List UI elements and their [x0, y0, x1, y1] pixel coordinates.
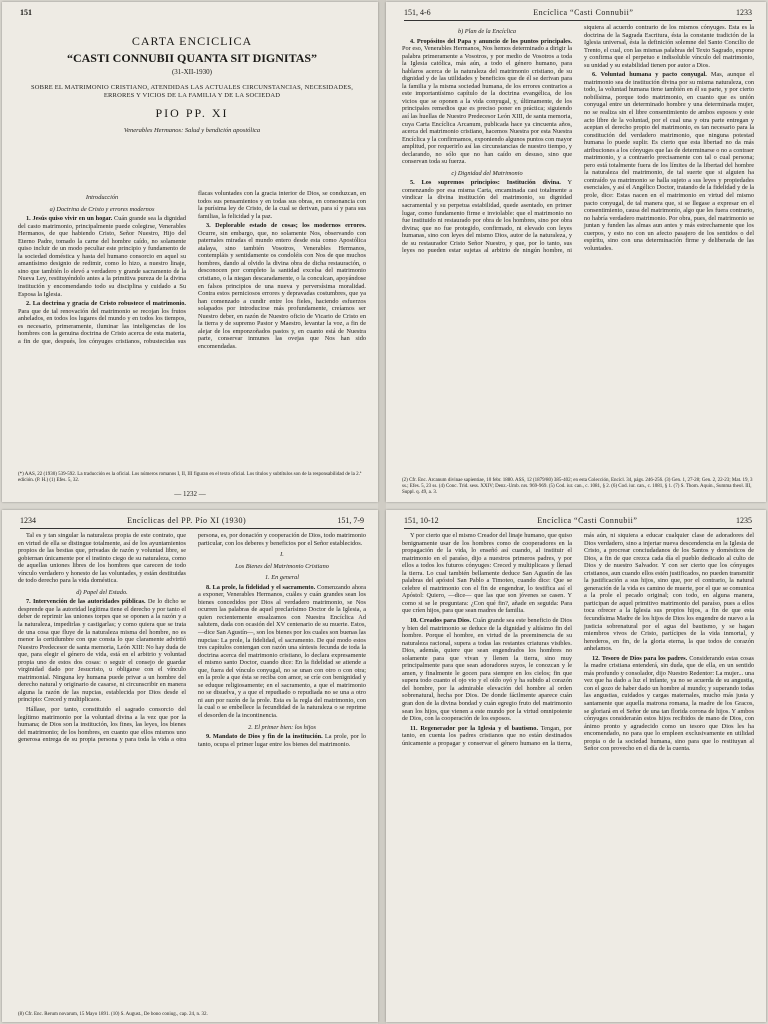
- paragraph: 10. Creados para Dios. Cuán grande sea este beneficio de Dios y bien del matrimonio se deduce de la dignidad y altísimo fin del hombre. Porque el hombre, en virtud de la preeminencia de su naturaleza racional, supera a todas las restantes criaturas visibles. Dios, además, quiere que sean engendrados los hombres no solamente para que vivan y llenen la tierra, sino muy principalmente para que sean adoradores suyos, le conozcan y le amen, y finalmente le gocen para siempre en los cielos; fin que supera todo cuanto el ojo vio y el oído oyó y ha subido al corazón del hombre, por la admirable elevación del hombre al orden sobrenatural, hecha por Dios. De donde fácilmente aparece cuán gran don de la divina bondad y cuán egregio fruto del matrimonio sean los hijos, que vienen a este mundo por la virtud omnipotente de Dios, con la cooperación de los esposos.: [402, 617, 572, 723]
- doc-title: “CASTI CONNUBII QUANTA SIT DIGNITAS”: [66, 51, 318, 65]
- chapter-title: Los Bienes del Matrimonio Cristiano: [235, 562, 329, 570]
- body-text: [402, 24, 754, 462]
- header-page: 1234: [20, 516, 36, 525]
- header-page: 1235: [735, 516, 752, 525]
- body-text: [18, 190, 366, 464]
- paragraph-head: 5. Los supremos principios: Institución divina.: [410, 179, 561, 187]
- pope-name: PIO PP. XI: [155, 106, 229, 120]
- body-text: [402, 532, 754, 1008]
- header-left: 151: [20, 8, 32, 17]
- page-1232: [2, 2, 378, 502]
- paragraph-head: 7. Intervención de las autoridades públicas.: [26, 598, 146, 606]
- page-number: — 1232 —: [174, 490, 206, 498]
- paragraph: 5. Los supremos principios: Institución divina. Y comenzando por esa misma Carta, encaminada casi totalmente a vindicar la divina institución del matrimonio, su dignidad sacramental y su perpetua estabilidad, quede asentado, en primer lugar, como fundamento firme e inviolable: que el matrimonio no fue instituido ni restaurado por obra de los hombres, sino por obra divina; que no fue protegido, confirmado, ni elevado con leyes humanas, sino con leyes del mismo Dios, autor de la naturaleza, y de su restaurador Cristo Señor Nuestro, y que, por lo tanto, sus leyes no pueden estar sujetas al arbitrio de ningún hombre, ni siquiera al acuerdo contrario de los mismos cónyuges. Esta es la doctrina de la Sagrada Escritura, ésta la constante tradición de la Iglesia universal, ésta la definición solemne del Santo Concilio de Trento, el cual, con las mismas palabras del Texto Sagrado, expone y confirma que el perpetuo e indisoluble vínculo del matrimonio, su unidad y su estabilidad tienen por autor a Dios.: [402, 24, 754, 255]
- greeting: Venerables Hermanos: Salud y bendición apostólica: [123, 127, 261, 134]
- body-text: [18, 532, 366, 1002]
- paragraph: 1. Jesús quiso vivir en un hogar. Cuán grande sea la dignidad del casto matrimonio, principalmente puede colegirse, Venerables Hermanos, de que habiendo Cristo, Señor Nuestro, Hijo del Eterno Padre, tomado la carne del hombre caído, no solamente quiso incluir de un modo peculiar este principio y fundamento de la sociedad doméstica y hasta del humano consorcio en aquel su amantísimo designio de redimir, como lo hizo, a nuestro linaje, sino que también lo elevó a verdadero y grande sacramento de la Nueva Ley, restituyéndolo antes a la primitiva pureza de la divina institución y encomendando todo su disciplina y cuidado a Su Esposa la Iglesia.: [18, 215, 186, 298]
- running-header: [20, 516, 364, 529]
- paragraph: Tal es y tan singular la naturaleza propia de este contrato, que en virtud de ella se distingue totalmente, así de los ayuntamientos propios de las bestias que, privadas de razón y voluntad libre, se gobiernan únicamente por el instinto ciego de su naturaleza, como de aquellas uniones libres de los hombres que carecen de todo vínculo verdadero y honesto de las voluntades, y están destituidas de todo derecho para la vida doméstica.: [18, 532, 186, 585]
- paragraph: 9. Mandato de Dios y fin de la institución. La prole, por lo tanto, ocupa el primer lugar entre los bienes del matrimonio.: [198, 733, 366, 748]
- header-title: Encíclica “Casti Connubii”: [537, 516, 638, 525]
- subsection-heading: 1. En general: [264, 574, 300, 582]
- subsection-heading: c) Dignidad del Matrimonio: [451, 169, 523, 177]
- doc-subject: SOBRE EL MATRIMONIO CRISTIANO, ATENDIDAS LAS ACTUALES CIRCUNSTANCIAS, NECESIDADES, ERRORES Y VICIOS DE LA FAMILIA Y DE LA SOCIEDAD: [30, 84, 354, 99]
- paragraph: 4. Propósitos del Papa y anuncio de los puntos principales. Por eso, Venerables Hermanos, Nos hemos determinado a dirigir la palabra primeramente a Vosotros, y por medio de Vosotros a toda la Iglesia católica, más aún, a todo el género humano, para hablaros acerca de la naturaleza del matrimonio cristiano, de su dignidad y de las utilidades y beneficios que de él se derivan para la familia y la misma sociedad humana, de los errores contrarios a este importantísimo capítulo de la doctrina evangélica, de los vicios que se oponen a la vida conyugal, y, últimamente, de los principales remedios que es preciso poner en práctica; siguiendo así las huellas de Nuestro Predecesor León XIII, de santa memoria, cuya Carta Encíclica Arcanum, publicada hace ya cincuenta años, acerca del matrimonio cristiano, hacemos Nuestra por esta Nuestra Encíclica y la confirmamos, exponiendo algunos puntos con mayor amplitud, por requerirlo así las circunstancias de nuestro tiempo, y declarando, no sólo que no han caído en desuso, sino que conservan toda su fuerza.: [402, 37, 572, 166]
- paragraph: 6. Voluntad humana y pacto conyugal. Mas, aunque el matrimonio sea de institución divina por su misma naturaleza, con todo, la voluntad humana tiene también en él su parte, y por cierto nobilísima, porque todo matrimonio, en cuanto que es unión conyugal entre un determinado hombre y una determinada mujer, no se realiza sin el libre consentimiento de ambos esposos y este acto libre de la voluntad, por el cual una y otra parte entregan y aceptan el derecho propio del matrimonio, es tan necesario para la constitución del verdadero matrimonio, que ninguna potestad humana lo puede suplir. Es cierto que esta libertad no da más atribuciones a los cónyuges que las de determinarse o no a contraer matrimonio, y a contraerlo precisamente con tal o cual persona; pero está totalmente fuera de los límites de la libertad del hombre la naturaleza del matrimonio, de tal suerte que si alguien ha contraído ya matrimonio se halla sujeto a sus leyes y propiedades esenciales, y así el Angélico Doctor, tratando de la fidelidad y de la prole, dice: Estas nacen en el matrimonio en virtud del mismo pacto conyugal, de tal manera que, si se llegase a expresar en el consentimiento, causa del matrimonio, algo que les fuera contrario, no habría verdadero matrimonio. Por obra, pues, del matrimonio se juntan y funden las almas aun antes y más estrechamente que los cuerpos, y esto no con un afecto pasajero de los sentidos o del espíritu, sino con una determinación firme y deliberada de las voluntades.: [584, 71, 754, 252]
- header-left: 151, 10-12: [404, 516, 439, 525]
- paragraph-head: 11. Regenerador por la Iglesia y el bautismo.: [410, 724, 539, 732]
- running-header: [404, 516, 752, 529]
- paragraph: Hállase, por tanto, constituido el sagrado consorcio del legítimo matrimonio por la voluntad divina a la vez que por la humana; de Dios son la institución, los fines, las leyes, los bienes del matrimonio; de los hombres, en cuanto que ellos mismos uno generosa entrega de su propia persona y para toda la vida a otra persona, es, por donación y cooperación de Dios, todo matrimonio particular, con los deberes y beneficios por el Señor establecidos.: [18, 532, 366, 744]
- footnotes: (2) Cfr. Enc. Arcanum divinae sapientiae, 10 febr. 1880. ASS, 12 (1879/80) 385-402; en esta Colección, Encícl. 34, págs. 246-256. (3) Gen. 1, 27-28; Gen. 2, 22-23; Mat. 19, 3 ss.; Efes. 5, 23 ss. (4) Conc. Trid. sess. XXIV; Denz.-Umb. nrs. 969-969. (5) Cod. iur. can., c. 1081, § 2. (6) Cod. iur. can., c. 1081, § 1. (7) S. Thom. Aquin., Summa theol. III, Suppl. q. 49, a. 3.: [402, 478, 753, 495]
- encyclical-heading: [20, 8, 364, 134]
- page-1234: [2, 510, 378, 1022]
- paragraph-head: 4. Propósitos del Papa y anuncio de los puntos principales.: [410, 37, 572, 45]
- paragraph-head: 9. Mandato de Dios y fin de la institución.: [206, 733, 323, 741]
- paragraph: 8. La prole, la fidelidad y el sacramento. Comenzando ahora a exponer, Venerables Hermanos, cuáles y cuán grandes sean los bienes concedidos por Dios al verdadero matrimonio, se Nos ocurren las palabras de aquel preclarísimo Doctor de la Iglesia, a quien recientemente ensalzamos con Nuestra Encíclica Ad salutem, dada con ocasión del XV centenario de su muerte. Estos, —dice San Agustín—, son los bienes por los cuales son buenas las nupcias: La prole, la fidelidad, el sacramento. De qué modo estos tres capítulos contengan con razón una síntesis fecunda de toda la doctrina acerca del matrimonio cristiano, lo declara expresamente el mismo santo Doctor, cuando dice: En la fidelidad se atiende a que, fuera del vínculo conyugal, no se unan con otro o con otra; en la prole a que ésta se reciba con amor, se críe con benignidad y se eduque religiosamente; en el sacramento, a que el matrimonio no se disuelva, y a que el repudiado o repudiada no se una a otro ni aun por razón de la prole. Esta es la regla del matrimonio, con la cual o se embellece la fecundidad de la naturaleza o se reprime el desorden de la incontinencia.: [198, 583, 366, 720]
- header-left: 151, 4-6: [404, 8, 431, 17]
- running-header: [404, 8, 752, 21]
- subsection-heading: b) Plan de la Encíclica: [457, 28, 517, 35]
- header-page: 1233: [735, 8, 752, 17]
- section-heading: Introducción: [85, 194, 119, 201]
- header-title: Encíclica “Casti Connubii”: [533, 8, 634, 17]
- chapter-number: I.: [280, 551, 284, 559]
- footnotes: (8) Cfr. Enc. Rerum novarum, 15 Mayo 1891. (10) S. August., De bono coniug., cap. 24, n. 32.: [18, 1012, 208, 1017]
- paragraph: 11. Regenerador por la Iglesia y el bautismo. Tengan, por tanto, en cuenta los padres cristianos que no están destinados únicamente a propagar y conservar el género humano en la tierra, más aún, ni siquiera a educar cualquier clase de adoradores del Dios verdadero, sino a injertar nueva descendencia en la Iglesia de Cristo, a procrear conciudadanos de los Santos y domésticos de Dios, a fin de que crezca cada día el pueblo dedicado al culto de Dios y de nuestro Salvador. Y con ser cierto que los cónyuges cristianos, aun cuando ellos estén justificados, no pueden transmitir la justificación a sus hijos, sino que, por el contrario, la natural generación de la vida es camino de muerte, por el que se comunica a la prole el pecado original; con todo, en alguna manera, participan de aquel primitivo matrimonio del paraíso, pues a ellos toca ofrecer a la Iglesia sus propios hijos, a fin de que esta fecundísima Madre de los hijos de Dios los engendre de nuevo a la justicia sobrenatural por el agua del bautismo, y se hagan miembros vivos de Cristo, partícipes de la vida inmortal, y herederos, en fin, de la gloria eterna, la que todos de corazón anhelamos.: [402, 532, 754, 747]
- doc-type: CARTA ENCICLICA: [131, 34, 253, 48]
- paragraph-head: 2. La doctrina y gracia de Cristo robustece el matrimonio.: [26, 300, 186, 308]
- paragraph: 7. Intervención de las autoridades públicas. De lo dicho se desprende que la autoridad legítima tiene el derecho y por tanto el deber de reprimir las uniones torpes que se oponen a la razón y a la naturaleza, impedirlas y castigarlas; y como quiera que se trata de una cosa que fluye de la naturaleza misma del hombre, no es menor la certidumbre con que consta lo que claramente advirtió Nuestro Predecesor de santa memoria, León XIII: No hay duda de que, para elegir el género de vida, está en el arbitrio y voluntad propia uno de estos dos cosas: o seguir el consejo de guardar virginidad dado por Jesucristo, u obligarse con el vínculo matrimonial. Ninguna ley humana puede privar a un hombre del derecho natural y originario de casarse, ni circunscribir en manera alguna la razón de las nupcias, establecida por Dios desde el principio: Creced y multiplicaos.: [18, 598, 186, 704]
- paragraph: Y por cierto que el mismo Creador del linaje humano, que quiso benignamente usar de los hombres como de cooperadores en la propagación de la vida, lo enseñó así cuando, al instituir el matrimonio en el paraíso, dijo a nuestros primeros padres, y por ellos a todos los futuros cónyuges: Creced y multiplicaos y llenad la tierra. Lo cual también bellamente deduce San Agustín de las palabras del apóstol San Pablo a Timoteo, cuando dice: Que se celebre el matrimonio con el fin de engendrar, lo testifica así el Apóstol: Quiero, —dice— que las que son jóvenes se casen. Y como si se le preguntara: ¿Con qué fin?, añade en seguida: Para que críen hijos, para que sean madres de familia.: [402, 532, 572, 615]
- paragraph-head: 10. Creados para Dios.: [410, 617, 472, 625]
- paragraph-head: 3. Deplorable estado de cosas; los modernos errores.: [206, 222, 366, 230]
- subsection-heading: a) Doctrina de Cristo y errores modernos: [49, 205, 155, 213]
- paragraph-head: 1. Jesús quiso vivir en un hogar.: [26, 215, 113, 223]
- paragraph-head: 12. Tesoro de Dios para los padres.: [592, 654, 688, 662]
- book-gutter: [378, 0, 386, 1024]
- subsection-heading: 2. El primer bien: los hijos: [248, 723, 316, 731]
- paragraph: 2. La doctrina y gracia de Cristo robustece el matrimonio. Para que de tal renovación del matrimonio se recojan los frutos anhelados, en todos los lugares del mundo y en todos los tiempos, es necesario, primeramente, iluminar las inteligencias de los hombres con la genuina doctrina de Cristo acerca de esta materia, a fin de que, después, los cónyuges cristianos, robustecidas sus flacas voluntades con la gracia interior de Dios, se conduzcan, en todos sus pensamientos y en todas sus obras, en consonancia con la purísima ley de Cristo, de la cual se derivan, para sí y para sus familias, la felicidad y la paz.: [18, 190, 366, 345]
- doc-date: (31-XII-1930): [171, 68, 213, 76]
- page-1233: [386, 2, 766, 502]
- paragraph: 3. Deplorable estado de cosas; los modernos errores. Ocurre, sin embargo, que, no solamente Nos, observando con paternales miradas el mundo entero desde esta como Apostólica atalaya, sino también Vosotros, Venerables Hermanos, contempláis y sentidamente os condoléis con Nos de que muchos hombres, dando al olvido la divina obra de dicha restauración, o desconocen por completo la santidad excelsa del matrimonio cristiano, o la niegan descaradamente, o la conculcan, apoyándose en falsos principios de una nueva y perversísima moralidad. Contra estos perniciosos errores y depravadas costumbres, que ya han comenzado a cundir entre los fieles, haciendo esfuerzos solapados por introducirse más profundamente, creíamos ser Nuestro deber, en razón de Nuestro oficio de Vicario de Cristo en la tierra y de supremo Pastor y Maestro, levantar la voz, a fin de alejar de los emponzoñados pastos y, en cuanto está de Nuestra parte, conservar inmunes las ovejas que Nos han sido encomendadas.: [198, 222, 366, 350]
- subsection-heading: d) Papel del Estado.: [76, 588, 128, 596]
- paragraph-head: 6. Voluntad humana y pacto conyugal.: [592, 71, 707, 79]
- page-1235: [386, 510, 766, 1022]
- paragraph-head: 8. La prole, la fidelidad y el sacramento.: [206, 583, 316, 591]
- header-title: Encíclicas del PP. Pío XI (1930): [127, 516, 247, 525]
- footnotes: (*) AAS, 22 (1930) 539-592. La traducción es la oficial. Los números romanos I, II, III figuran en el texto oficial. Los títulos y subtítulos son de la responsabilidad de la 2.ª edición. (P. H.) (1) Efes. 5, 32.: [18, 472, 362, 483]
- header-right: 151, 7-9: [337, 516, 364, 525]
- paragraph: 12. Tesoro de Dios para los padres. Considerando estas cosas la madre cristiana entenderá, sin duda, que de ella, en un sentido más profundo y consolador, dijo Nuestro Redentor: La mujer... una vez que ha dado a luz el infante, ya no se acuerda de su angustia, con el gozo de haber dado un hombre al mundo; y superando todas las angustias, cuidados y cargas maternales, mucho más justa y santamente que aquella matrona romana, la madre de los Gracos, se gloriará en el Señor de una tan florida corona de hijos. Y ambos cónyuges considerarán estos hijos recibidos de mano de Dios, con ánimo pronto y agradecido como un tesoro que Dios les ha encomendado, no para que lo empleen exclusivamente en utilidad propia o de la sociedad humana, sino para que lo restituyan al Señor con provecho en el día de la cuenta.: [584, 654, 754, 753]
